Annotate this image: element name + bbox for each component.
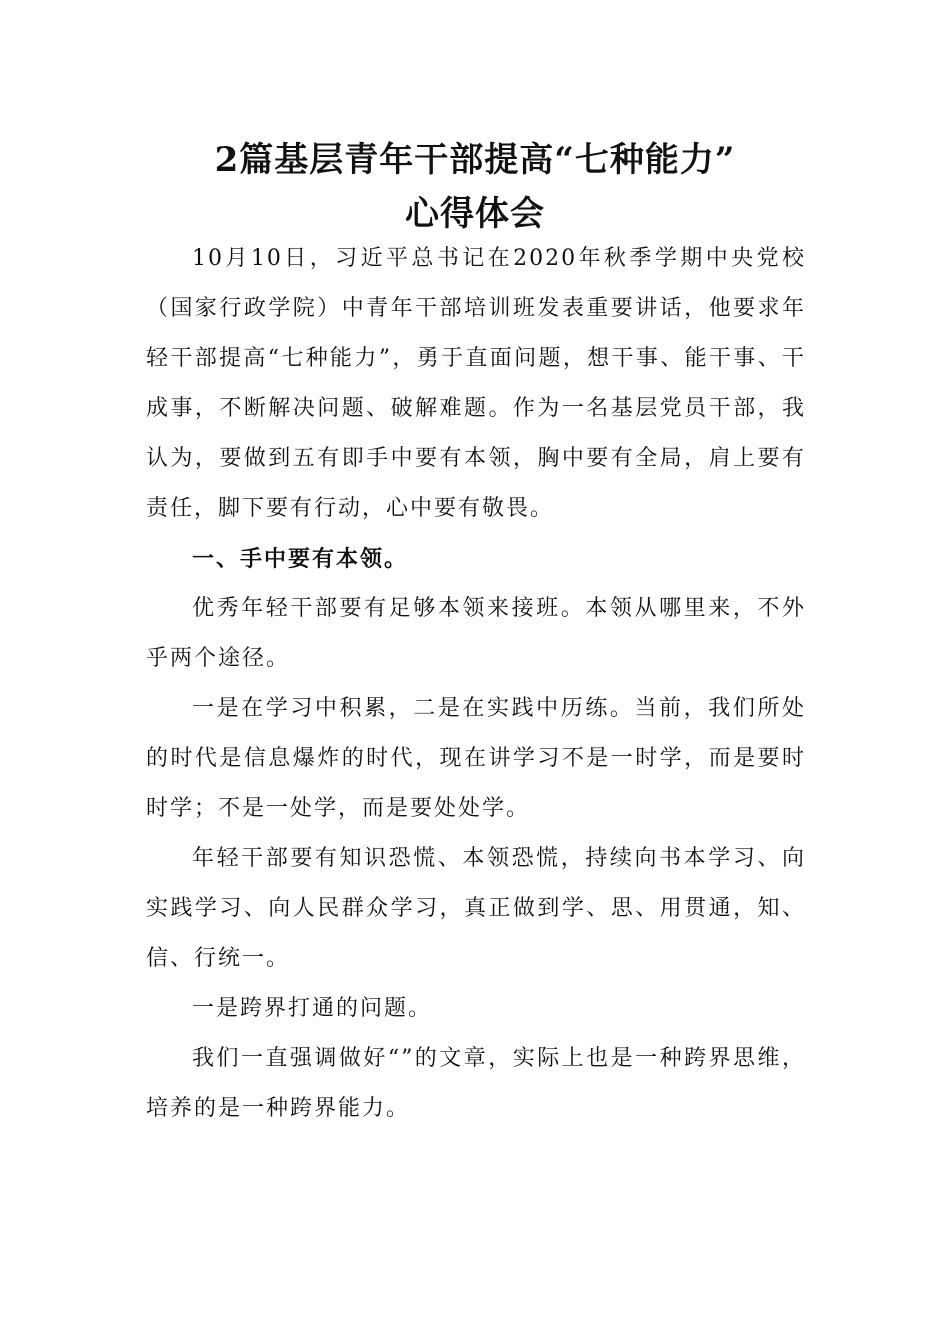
paragraph: 一是跨界打通的问题。 <box>192 996 433 1021</box>
paragraph: 年轻干部要有知识恐慌、本领恐慌，持续向书本学习、向实践学习、向人民群众学习，真正做到学、思、用贯通，知、信、行统一。 <box>146 846 806 971</box>
paragraph: 一是在学习中积累，二是在实践中历练。当前，我们所处的时代是信息爆炸的时代，现在讲学习不是一时学，而是要时时学；不是一处学，而是要处处学。 <box>146 696 806 821</box>
paragraph-intro: 10月10日，习近平总书记在2020年秋季学期中央党校（国家行政学院）中青年干部培训班发表重要讲话，他要求年轻干部提高“七种能力”，勇于直面问题，想干事、能干事、干成事，不断解决问题、破解难题。作为一名基层党员干部，我认为，要做到五有即手中要有本领，胸中要有全局，肩上要有责任，脚下要有行动，心中要有敬畏。 <box>146 246 806 521</box>
paragraph: 优秀年轻干部要有足够本领来接班。本领从哪里来，不外乎两个途径。 <box>146 596 806 671</box>
document-body <box>146 234 806 1134</box>
document-title-line2: 心得体会 <box>405 194 545 234</box>
paragraph: 我们一直强调做好“”的文章，实际上也是一种跨界思维，培养的是一种跨界能力。 <box>146 1046 806 1121</box>
section-heading: 一、手中要有本领。 <box>192 546 409 572</box>
document-title-line1: 2篇基层青年干部提高“七种能力” <box>214 140 736 180</box>
